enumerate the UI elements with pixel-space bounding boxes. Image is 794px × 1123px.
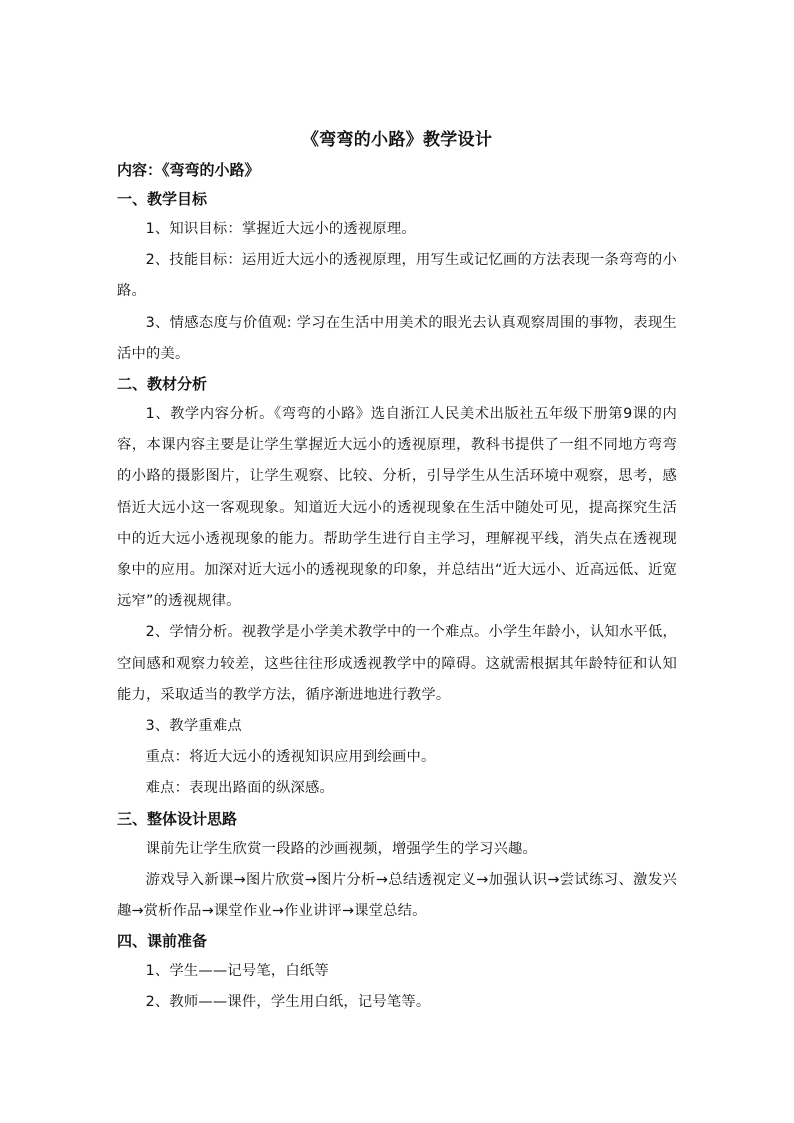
- paragraph: 1、教学内容分析。《弯弯的小路》选自浙江人民美术出版社五年级下册第9课的内容，本课内容主要是让学生掌握近大远小的透视原理，教科书提供了一组不同地方弯弯的小路的摄影图片，让学生观察、比较、分析，引导学生从生活环境中观察，思考，感悟近大远小这一客观现象。知道近大远小的透视现象在生活中随处可见，提高探究生活中的近大远小透视现象的能力。帮助学生进行自主学习，理解视平线，消失点在透视现象中的应用。加深对近大远小的透视现象的印象，并总结出“近大远小、近高远低、近宽远窄”的透视规律。: [117, 406, 677, 610]
- paragraph: 2、教师——课件，学生用白纸，记号笔等。: [145, 994, 431, 1011]
- paragraph: 重点：将近大远小的透视知识应用到绘画中。: [145, 749, 436, 766]
- content-line: 内容：《弯弯的小路》: [117, 161, 260, 179]
- paragraph: 3、情感态度与价值观: 学习在生活中用美术的眼光去认真观察周围的事物，表现生活中的美。: [117, 314, 677, 362]
- paragraph: 2、学情分析。视教学是小学美术教学中的一个难点。小学生年龄小，认知水平低，空间感和观察力较差，这些往往形成透视教学中的障碍。这就需根据其年龄特征和认知能力，采取适当的教学方法，循序渐进地进行教学。: [117, 624, 677, 703]
- paragraph: 3、教学重难点: [145, 718, 242, 735]
- section-material-analysis: [117, 370, 677, 805]
- paragraph: 课前先让学生欣赏一段路的沙画视频，增强学生的学习兴趣。: [145, 840, 538, 857]
- section-heading: 一、教学目标: [117, 190, 208, 208]
- section-heading: 二、教材分析: [117, 375, 208, 394]
- document-page: [117, 126, 677, 1019]
- section-design-approach: [117, 805, 677, 928]
- section-heading: 三、整体设计思路: [117, 809, 238, 828]
- section-heading: 四、课前准备: [117, 932, 208, 951]
- paragraph: 1、学生——记号笔，白纸等: [145, 963, 329, 980]
- paragraph: 游戏导入新课→图片欣赏→图片分析→总结透视定义→加强认识→尝试练习、激发兴趣→赏析作品→课堂作业→作业讲评→课堂总结。: [117, 871, 677, 920]
- section-teaching-goals: [117, 185, 677, 370]
- paragraph: 2、技能目标：运用近大远小的透视原理，用写生或记忆画的方法表现一条弯弯的小路。: [117, 252, 677, 300]
- paragraph: 1、知识目标：掌握近大远小的透视原理。: [145, 221, 416, 237]
- paragraph: 难点：表现出路面的纵深感。: [145, 780, 335, 797]
- section-preparation: [117, 927, 677, 1018]
- document-title: 《弯弯的小路》教学设计: [301, 130, 493, 150]
